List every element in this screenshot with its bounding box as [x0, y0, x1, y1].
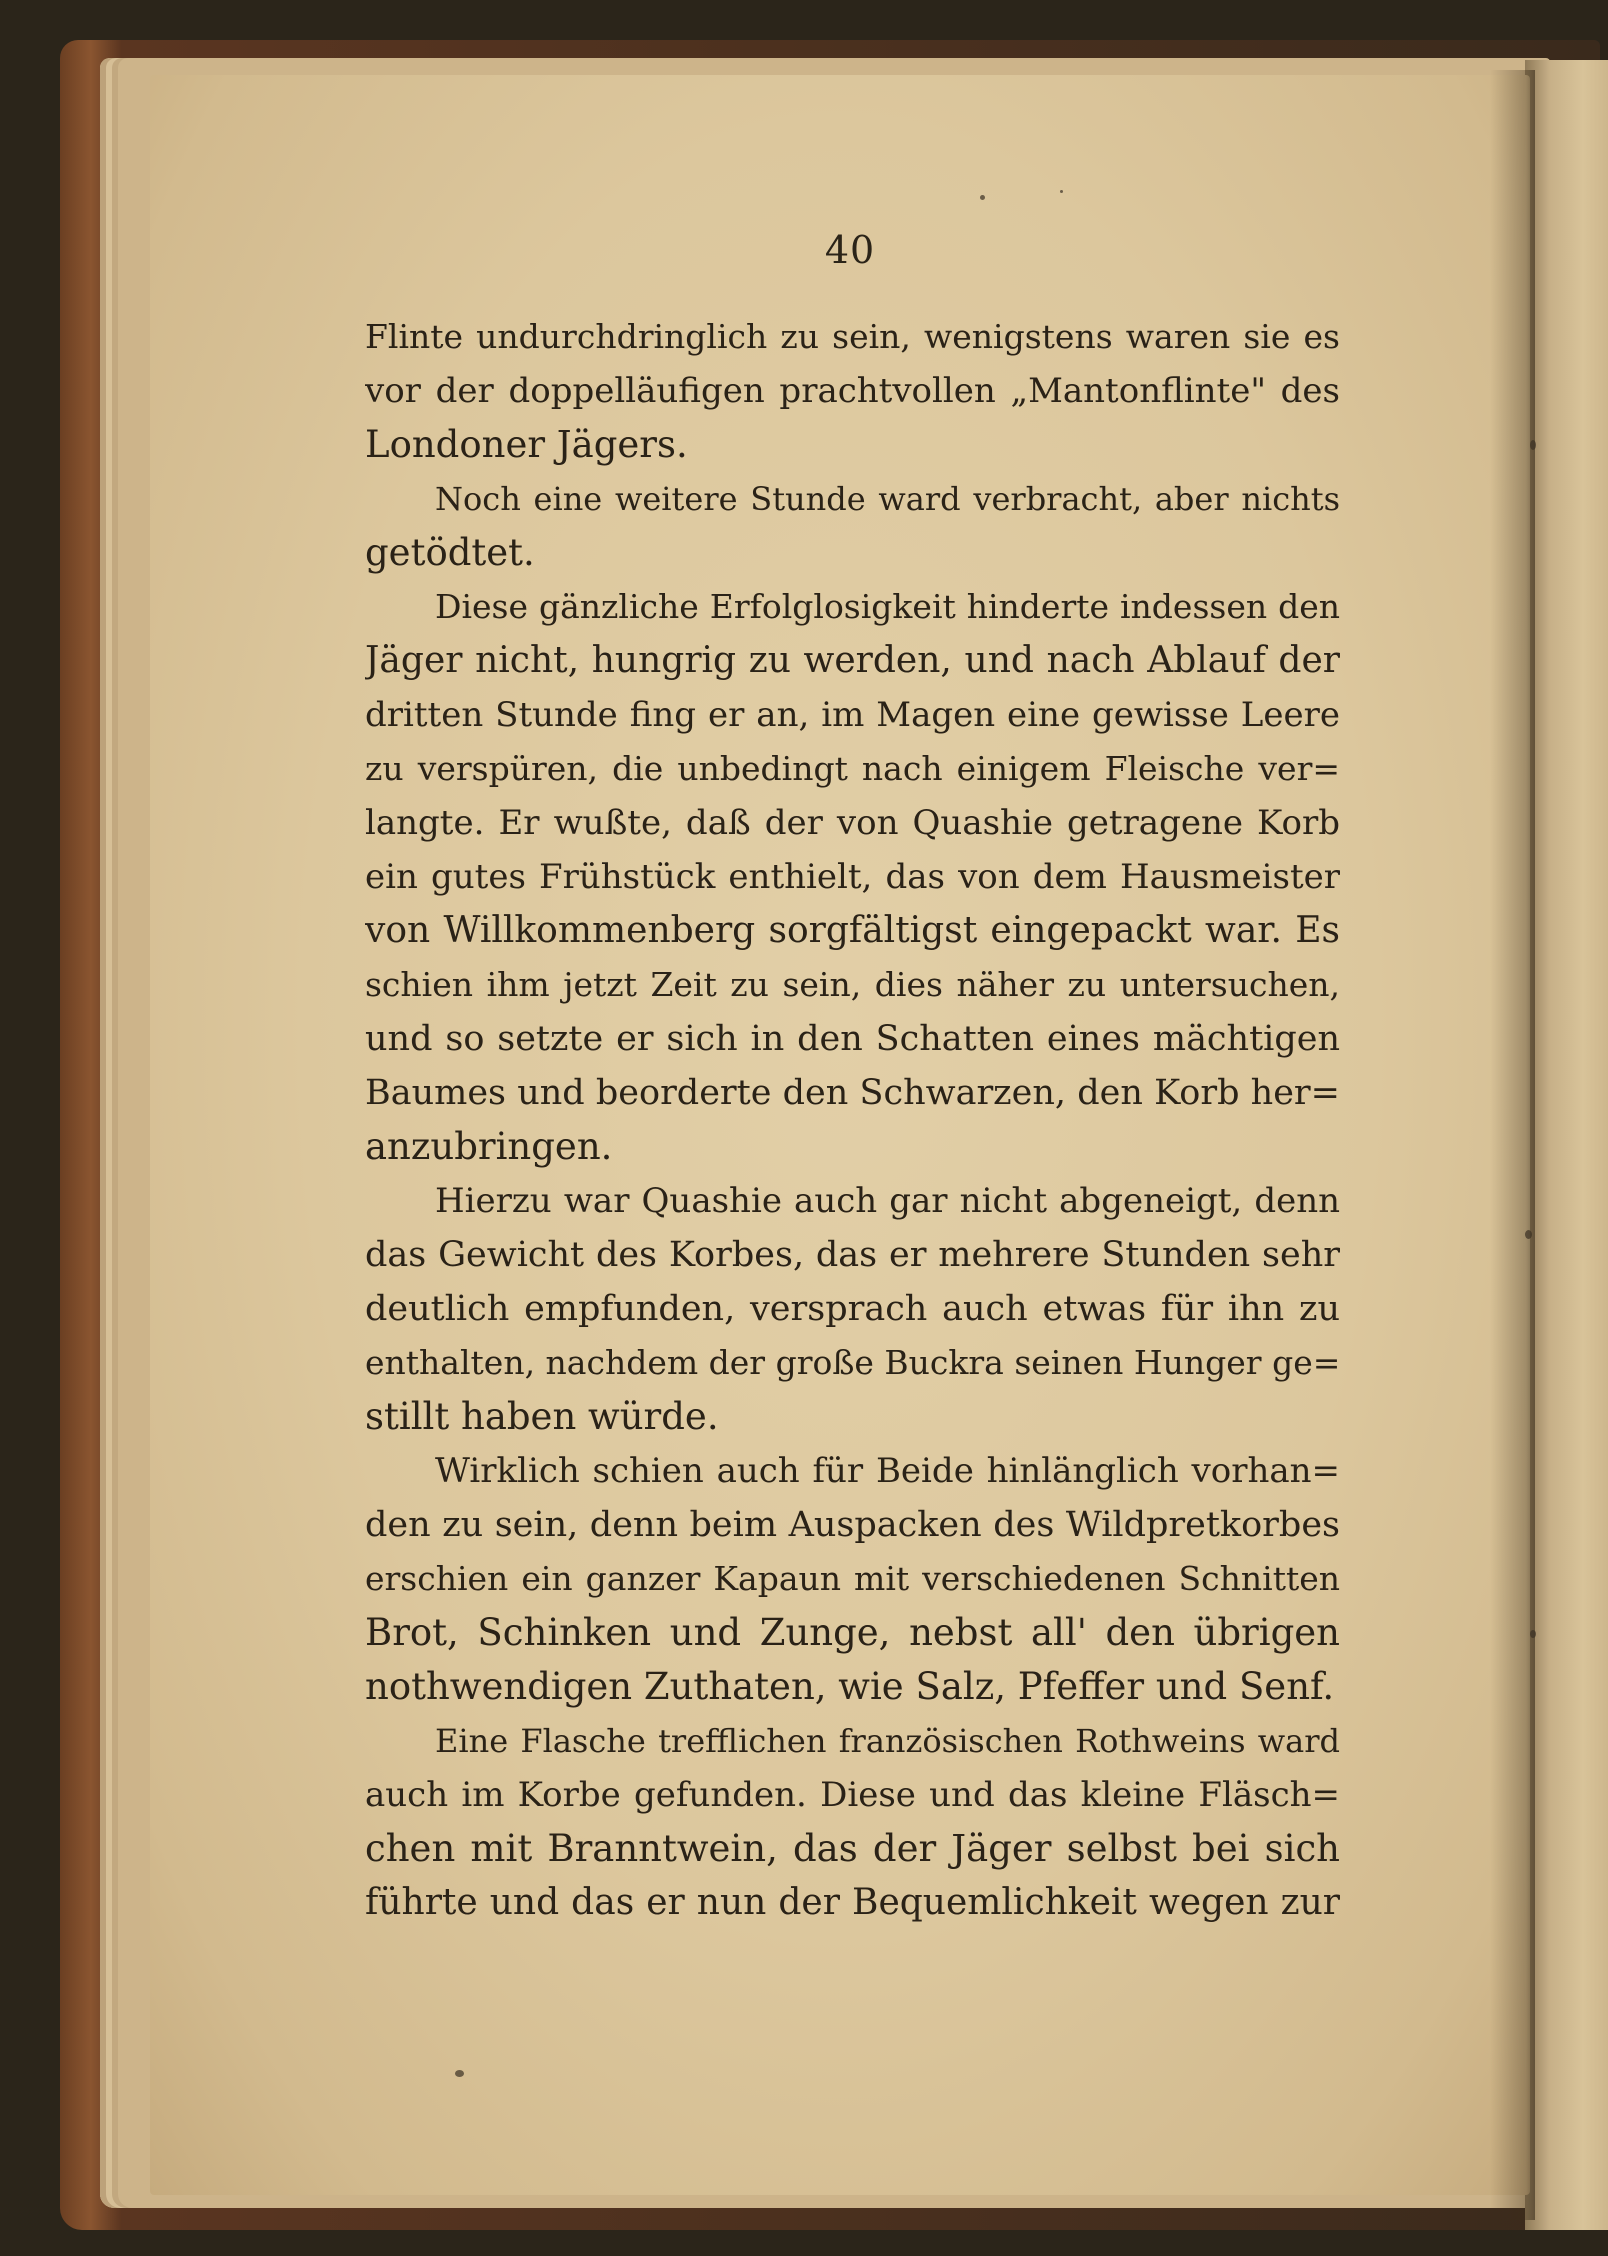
text-line: das Gewicht des Korbes, das er mehrere Stunden sehr [365, 1235, 1340, 1275]
text-line: Hierzu war Quashie auch gar nicht abgeneigt, denn [435, 1181, 1340, 1221]
text-line: getödtet. [365, 531, 535, 574]
page-number [0, 228, 1608, 272]
facing-page-edge [1525, 60, 1608, 2230]
text-line: Londoner Jägers. [365, 423, 688, 466]
text-line: und so setzte er sich in den Schatten eines mächtigen [365, 1019, 1340, 1059]
text-line: Brot, Schinken und Zunge, nebst all' den übrigen [365, 1611, 1340, 1654]
text-line: deutlich empfunden, versprach auch etwas für ihn zu [365, 1289, 1340, 1329]
text-line: Diese gänzliche Erfolglosigkeit hinderte indessen den [435, 587, 1340, 626]
text-line: Baumes und beorderte den Schwarzen, den Korb her= [365, 1073, 1340, 1113]
text-line: den zu sein, denn beim Auspacken des Wildpretkorbes [365, 1505, 1340, 1545]
gutter-shadow [1490, 70, 1535, 2220]
text-line: führte und das er nun der Bequemlichkeit wegen zur [365, 1882, 1340, 1923]
text-line: langte. Er wußte, daß der von Quashie getragene Korb [365, 803, 1340, 843]
text-line: Flinte undurchdringlich zu sein, wenigstens waren sie es [365, 317, 1340, 356]
text-line: vor der doppelläufigen prachtvollen „Mantonflinte" des [365, 371, 1340, 411]
text-line: nothwendigen Zuthaten, wie Salz, Pfeffer und Senf. [365, 1665, 1335, 1708]
text-line: erschien ein ganzer Kapaun mit verschiedenen Schnitten [365, 1559, 1340, 1598]
text-line: ein gutes Frühstück enthielt, das von dem Hausmeister [365, 857, 1340, 897]
body-text [365, 310, 1340, 1930]
text-line: auch im Korbe gefunden. Diese und das kleine Fläsch= [365, 1775, 1340, 1815]
text-line: Noch eine weitere Stunde ward verbracht, aber nichts [435, 480, 1340, 518]
text-line: zu verspüren, die unbedingt nach einigem Fleische ver= [365, 749, 1340, 788]
paper-speck [1525, 1230, 1532, 1239]
paper-speck [1530, 1630, 1536, 1638]
text-line: schien ihm jetzt Zeit zu sein, dies näher zu untersuchen, [365, 965, 1340, 1004]
text-line: Wirklich schien auch für Beide hinlänglich vorhan= [435, 1451, 1340, 1491]
paper-speck [1060, 190, 1063, 193]
text-line: anzubringen. [365, 1125, 613, 1168]
page-number-text: 40 [824, 228, 876, 272]
text-line: von Willkommenberg sorgfältigst eingepackt war. Es [365, 910, 1340, 951]
paper-speck [980, 195, 985, 200]
text-line: Eine Flasche trefflichen französischen Rothweins ward [435, 1722, 1340, 1760]
text-line: Jäger nicht, hungrig zu werden, und nach Ablauf der [365, 640, 1340, 681]
text-line: enthalten, nachdem der große Buckra seinen Hunger ge= [365, 1343, 1340, 1382]
paper-speck [455, 2070, 464, 2077]
text-line: stillt haben würde. [365, 1395, 719, 1438]
paper-speck [1530, 440, 1536, 450]
text-line: chen mit Branntwein, das der Jäger selbst bei sich [365, 1827, 1340, 1870]
text-line: dritten Stunde fing er an, im Magen eine gewisse Leere [365, 695, 1340, 735]
